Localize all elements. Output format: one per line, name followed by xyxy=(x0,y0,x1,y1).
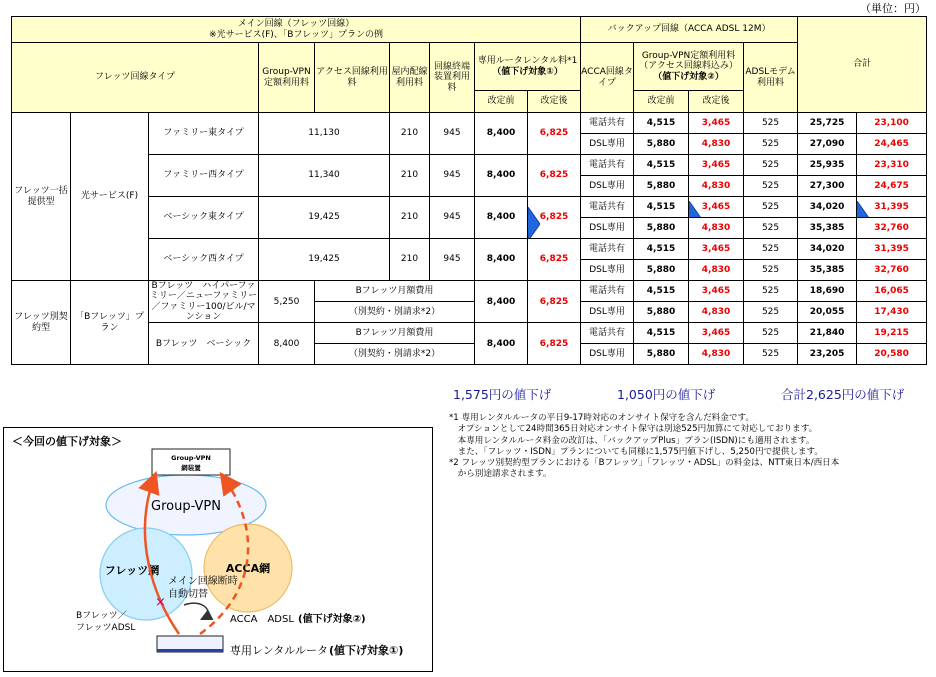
total-after-cell: 32,760 xyxy=(857,218,927,239)
terminal-fee-cell: 945 xyxy=(430,113,475,155)
unit-label: （単位：円） xyxy=(860,2,926,15)
total-before-cell: 25,935 xyxy=(798,155,857,176)
total-price-down-arrow xyxy=(857,201,870,218)
modem-fee-cell: 525 xyxy=(744,218,798,239)
acca-target-label: (値下げ対象②) xyxy=(298,614,366,625)
device-label-line1: Group-VPN xyxy=(171,454,211,462)
modem-fee-cell: 525 xyxy=(744,281,798,302)
router-after-cell: 6,825 xyxy=(528,155,581,197)
table-row xyxy=(12,281,927,302)
backup-gvpn-before-cell: 5,880 xyxy=(634,260,689,281)
total-after-cell: 19,215 xyxy=(857,323,927,344)
flets-type-cell: ベーシック西タイプ xyxy=(149,239,259,281)
footnote-line: オプションとして24時間365日対応オンサイト保守は別途525円加算にて対応しております。 xyxy=(449,424,818,435)
separate-billing-cell: （別契約・別請求*2） xyxy=(315,302,475,323)
router-after-cell: 6,825 xyxy=(528,113,581,155)
indoor-fee-cell: 210 xyxy=(390,239,430,281)
total-before-cell: 35,385 xyxy=(798,260,857,281)
backup-gvpn-before-cell: 5,880 xyxy=(634,134,689,155)
router-after-cell: 6,825 xyxy=(528,239,581,281)
total-after-cell: 16,065 xyxy=(857,281,927,302)
router-after-header: 改定後 xyxy=(528,91,581,113)
total-after-cell: 23,100 xyxy=(857,113,927,134)
main-line-header xyxy=(12,17,581,43)
backup-gvpn-before-cell: 5,880 xyxy=(634,176,689,197)
footnotes xyxy=(449,413,839,481)
backup-gvpn-before-cell: 4,515 xyxy=(634,239,689,260)
router-target-label-diagram: (値下げ対象①) xyxy=(329,644,404,657)
gvpn-fee-cell: 19,425 xyxy=(259,239,390,281)
total-after-cell: 31,395 xyxy=(857,197,927,218)
table-row xyxy=(12,197,927,218)
acca-type-header: ACCA回線タイプ xyxy=(581,43,634,113)
access-fee-header: アクセス回線利用料 xyxy=(315,43,390,113)
modem-fee-cell: 525 xyxy=(744,323,798,344)
total-cut-summary: 合計2,625円の値下げ xyxy=(781,387,905,402)
separate-billing-cell: （別契約・別請求*2） xyxy=(315,344,475,365)
total-after-cell: 23,310 xyxy=(857,155,927,176)
router-before-cell: 8,400 xyxy=(475,113,528,155)
router-before-cell: 8,400 xyxy=(475,197,528,239)
acca-type-cell: 電話共有 xyxy=(581,155,634,176)
total-before-cell: 27,090 xyxy=(798,134,857,155)
bflets-monthly-cell: Bフレッツ月額費用 xyxy=(315,281,475,302)
network-diagram-svg xyxy=(4,428,434,673)
router-price-down-arrow xyxy=(528,207,541,239)
total-before-cell: 23,205 xyxy=(798,344,857,365)
total-before-cell: 20,055 xyxy=(798,302,857,323)
flets-type-header: フレッツ回線タイプ xyxy=(12,43,259,113)
backup-gvpn-after-cell: 3,465 xyxy=(689,323,744,344)
footnote-line: 本専用レンタルルータ料金の改訂は、「バックアップPlus」プラン(ISDN)にも適用されます。 xyxy=(449,435,815,446)
backup-price-down-arrow xyxy=(689,201,702,218)
acca-type-cell: DSL専用 xyxy=(581,260,634,281)
flets-network-label: フレッツ網 xyxy=(104,564,160,577)
acca-type-cell: 電話共有 xyxy=(581,323,634,344)
terminal-fee-header: 回線終端装置利用料 xyxy=(430,43,475,113)
router-base-stripe xyxy=(157,649,223,652)
flets-type-cell: ファミリー東タイプ xyxy=(149,113,259,155)
total-after-cell: 24,675 xyxy=(857,176,927,197)
backup-gvpn-after-cell: 3,465 xyxy=(689,239,744,260)
router-after-cell: 6,825 xyxy=(528,197,581,239)
acca-network-label: ACCA網 xyxy=(225,562,271,575)
footnote-line: また、「フレッツ・ISDN」プランについても同様に1,575円値下げし、5,250円で提供します。 xyxy=(449,446,824,457)
router-fee-label: 専用ルータレンタル料*1 xyxy=(477,56,578,67)
flets-type-cell: Bフレッツ ベーシック xyxy=(149,323,259,365)
gvpn-fee-cell: 5,250 xyxy=(259,281,315,323)
total-after-cell: 17,430 xyxy=(857,302,927,323)
flets-bundle-label: フレッツ一括提供型 xyxy=(12,113,71,281)
bflets-monthly-cell: Bフレッツ月額費用 xyxy=(315,323,475,344)
modem-fee-cell: 525 xyxy=(744,113,798,134)
flets-separate-label: フレッツ別契約型 xyxy=(12,281,71,365)
backup-gvpn-before-cell: 4,515 xyxy=(634,197,689,218)
backup-gvpn-after-cell: 4,830 xyxy=(689,134,744,155)
modem-fee-cell: 525 xyxy=(744,344,798,365)
gvpn-fee-cell: 11,340 xyxy=(259,155,390,197)
total-after-cell: 24,465 xyxy=(857,134,927,155)
access-label-line2: フレッツADSL xyxy=(76,623,136,633)
footnote-line: *1 専用レンタルルータの平日9-17時対応のオンサイト保守を含んだ料金です。 xyxy=(449,413,754,423)
reduction-diagram xyxy=(3,427,433,672)
backup-line-title: バックアップ回線（ACCA ADSL 12M） xyxy=(581,17,798,43)
acca-adsl-label: ACCA ADSL xyxy=(230,614,294,625)
backup-gvpn-before-cell: 5,880 xyxy=(634,218,689,239)
total-after-cell: 31,395 xyxy=(857,239,927,260)
acca-type-cell: DSL専用 xyxy=(581,134,634,155)
price-table xyxy=(11,16,927,365)
backup-gvpn-after-cell: 3,465 xyxy=(689,113,744,134)
table-row xyxy=(12,323,927,344)
table-row xyxy=(12,239,927,260)
bflets-plan-label: 「Bフレッツ」プラン xyxy=(71,281,149,365)
acca-type-cell: DSL専用 xyxy=(581,344,634,365)
main-line-title: メイン回線（フレッツ回線） xyxy=(237,19,355,30)
acca-type-cell: 電話共有 xyxy=(581,239,634,260)
router-before-cell: 8,400 xyxy=(475,323,528,365)
line-cut-mark: × xyxy=(155,595,166,610)
acca-type-cell: DSL専用 xyxy=(581,302,634,323)
backup-after-header: 改定後 xyxy=(689,91,744,113)
indoor-fee-cell: 210 xyxy=(390,155,430,197)
total-before-cell: 27,300 xyxy=(798,176,857,197)
hikari-label: 光サービス(F) xyxy=(71,113,149,281)
total-after-cell: 20,580 xyxy=(857,344,927,365)
router-after-cell: 6,825 xyxy=(528,323,581,365)
acca-type-cell: 電話共有 xyxy=(581,113,634,134)
footnote-line: から別途請求されます。 xyxy=(449,469,552,480)
failover-arrow-icon xyxy=(184,603,208,618)
acca-type-cell: DSL専用 xyxy=(581,218,634,239)
total-before-cell: 25,725 xyxy=(798,113,857,134)
acca-type-cell: DSL専用 xyxy=(581,176,634,197)
total-before-cell: 34,020 xyxy=(798,197,857,218)
modem-fee-cell: 525 xyxy=(744,260,798,281)
gvpn-fee-cell: 11,130 xyxy=(259,113,390,155)
router-label: 専用レンタルルータ xyxy=(230,644,329,657)
flets-type-cell: ベーシック東タイプ xyxy=(149,197,259,239)
backup-cut-summary: 1,050円の値下げ xyxy=(617,387,716,402)
modem-fee-cell: 525 xyxy=(744,176,798,197)
modem-fee-cell: 525 xyxy=(744,197,798,218)
indoor-fee-cell: 210 xyxy=(390,113,430,155)
total-before-cell: 21,840 xyxy=(798,323,857,344)
acca-type-cell: 電話共有 xyxy=(581,197,634,218)
backup-gvpn-after-cell: 4,830 xyxy=(689,344,744,365)
modem-fee-header: ADSLモデム利用料 xyxy=(744,43,798,113)
modem-fee-cell: 525 xyxy=(744,134,798,155)
diagram-title: ＜今回の値下げ対象＞ xyxy=(12,435,122,448)
terminal-fee-cell: 945 xyxy=(430,155,475,197)
table-row xyxy=(12,155,927,176)
router-before-cell: 8,400 xyxy=(475,281,528,323)
footnote-line: *2 フレッツ別契約型プランにおける「Bフレッツ」「フレッツ・ADSL」の料金は、NTT東日本/西日本 xyxy=(449,458,840,469)
group-vpn-cloud-label: Group-VPN xyxy=(151,499,221,514)
backup-gvpn-after-cell: 4,830 xyxy=(689,218,744,239)
gvpn-fee-cell: 19,425 xyxy=(259,197,390,239)
backup-gvpn-header xyxy=(634,43,744,91)
backup-gvpn-after-cell: 3,465 xyxy=(689,281,744,302)
main-line-subtitle: ※光サービス(F)、「Bフレッツ」プランの例 xyxy=(209,29,383,40)
router-fee-header xyxy=(475,43,581,91)
total-before-cell: 35,385 xyxy=(798,218,857,239)
backup-gvpn-before-cell: 5,880 xyxy=(634,302,689,323)
access-label-line1: Bフレッツ／ xyxy=(76,611,127,621)
router-cut-summary: 1,575円の値下げ xyxy=(453,387,552,402)
table-row xyxy=(12,113,927,134)
gvpn-fee-header: Group-VPN定額利用料 xyxy=(259,43,315,113)
modem-fee-cell: 525 xyxy=(744,239,798,260)
gvpn-fee-cell: 8,400 xyxy=(259,323,315,365)
backup-before-header: 改定前 xyxy=(634,91,689,113)
terminal-fee-cell: 945 xyxy=(430,239,475,281)
total-header: 合計 xyxy=(798,17,927,113)
router-before-header: 改定前 xyxy=(475,91,528,113)
failover-label-line2: 自動切替 xyxy=(168,589,208,600)
device-label-line2: 網装置 xyxy=(181,464,201,472)
flets-type-cell: Bフレッツ ハイパーファミリー／ニューファミリー／ファミリー100/ビル/マンション xyxy=(149,281,258,323)
backup-gvpn-after-cell: 4,830 xyxy=(689,176,744,197)
router-after-cell: 6,825 xyxy=(528,281,581,323)
indoor-fee-cell: 210 xyxy=(390,197,430,239)
router-before-cell: 8,400 xyxy=(475,239,528,281)
backup-gvpn-after-cell: 4,830 xyxy=(689,260,744,281)
indoor-fee-header: 屋内配線利用料 xyxy=(390,43,430,113)
router-target-label: （値下げ対象①） xyxy=(492,66,563,77)
acca-type-cell: 電話共有 xyxy=(581,281,634,302)
backup-gvpn-after-cell: 3,465 xyxy=(689,197,744,218)
total-before-cell: 34,020 xyxy=(798,239,857,260)
backup-gvpn-before-cell: 4,515 xyxy=(634,113,689,134)
modem-fee-cell: 525 xyxy=(744,302,798,323)
backup-gvpn-before-cell: 4,515 xyxy=(634,155,689,176)
backup-gvpn-label: Group-VPN定額利用料（アクセス回線料込み） xyxy=(639,50,738,72)
total-after-cell: 32,760 xyxy=(857,260,927,281)
failover-label-line1: メイン回線断時 xyxy=(168,576,238,587)
backup-gvpn-after-cell: 4,830 xyxy=(689,302,744,323)
backup-gvpn-before-cell: 4,515 xyxy=(634,323,689,344)
modem-fee-cell: 525 xyxy=(744,155,798,176)
total-before-cell: 18,690 xyxy=(798,281,857,302)
backup-gvpn-before-cell: 5,880 xyxy=(634,344,689,365)
terminal-fee-cell: 945 xyxy=(430,197,475,239)
flets-type-cell: ファミリー西タイプ xyxy=(149,155,259,197)
router-before-cell: 8,400 xyxy=(475,155,528,197)
backup-target-label: （値下げ対象②） xyxy=(653,71,724,82)
backup-gvpn-after-cell: 3,465 xyxy=(689,155,744,176)
backup-gvpn-before-cell: 4,515 xyxy=(634,281,689,302)
